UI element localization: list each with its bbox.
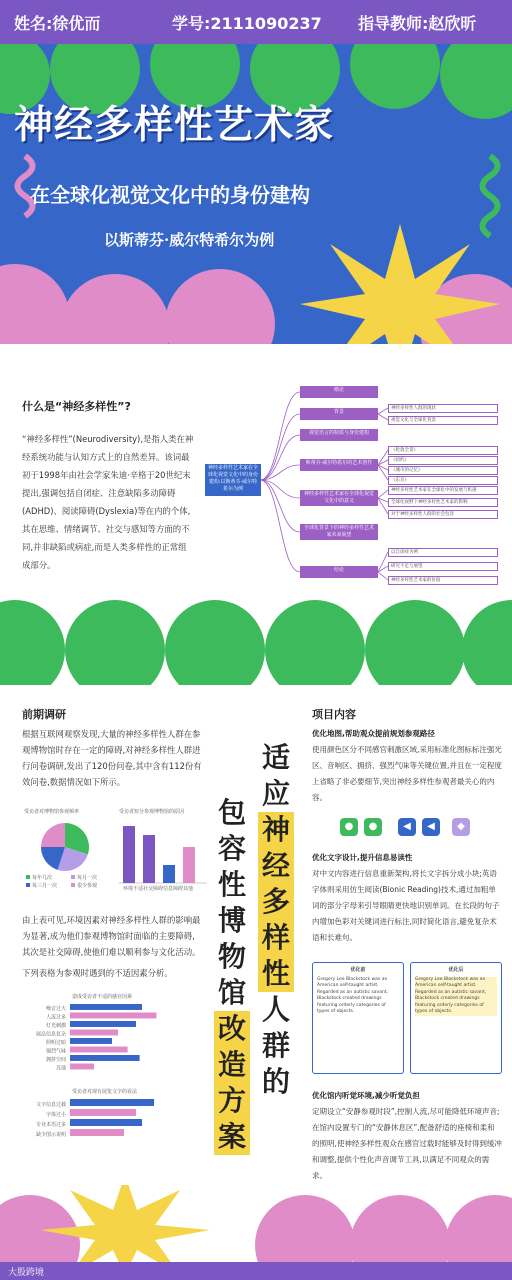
hbar-mark [70,1030,118,1036]
hero-banner [0,44,512,344]
vtitle1-char: 性 [217,868,246,901]
bar-mark [143,835,155,883]
mm-branch-meaning: 神经多样性艺术家在全球化视觉文化中的意义 [300,490,378,506]
pie-legend-swatch [71,883,75,887]
pie-legend-swatch [26,883,30,887]
subtitle: 在全球化视觉文化中的身份建构 [30,183,310,207]
after-card-en: Gregory Lee Blackstock was an American self-taught artist. Regarded as an autistic savant, Blackstock created drawings featuring orderly categories of types of objects. [415,977,497,1016]
vtitle1-char: 博 [217,904,246,937]
survey-conclusion: 由上表可见,环境因素对神经多样性人群的影响最为显著,成为他们参观博物馆时面临的主要障碍,其次是社交障碍,使他们难以顺利参与文化活动。 [22,915,201,957]
student-name: 姓名:徐优而 [14,14,101,33]
hbar-mark [70,1099,154,1106]
squiggle-decor-right [470,154,510,244]
hbar-label: 人流过多 [45,1014,66,1021]
hbar-mark [70,1064,94,1070]
pie-slice [41,823,65,847]
vtitle1-char: 改 [214,1011,250,1047]
bar-chart [115,805,210,895]
mm-branch-conclusion: 结论 [300,566,378,578]
vtitle1-char: 案 [214,1119,250,1155]
project-heading: 项目内容 [312,708,356,721]
project-s2-title: 优化文字设计,提升信息易读性 [312,853,413,862]
survey-heading: 前期调研 [22,708,66,721]
mm-leaf: 《城市的记忆》 [388,466,498,475]
after-card [410,962,502,1074]
mm-branch-background: 背景 [300,408,378,420]
mm-branch-intro: 绪论 [300,386,378,398]
bar-mark [183,847,195,883]
hbar2-title: 受访者对现有展览文字的看法 [72,1089,138,1095]
vertical-title-col1 [214,795,250,1155]
bar-mark [123,826,135,883]
hbar-label: 缺少图示说明 [35,1132,66,1138]
mm-leaf: 神经多样性人群的现状 [388,404,498,413]
bar-title: 受访者短分参观博物馆的原因 [119,809,185,815]
hbar-label: 强烈气味 [45,1048,66,1055]
intro-body: “神经多样性”(Neurodiversity),是指人类在神经系统功能与认知方式上的自然差异。该词最初于1998年由社会学家朱迪·辛格于20世纪末提出,强调包括自闭症、注意缺陷多动障碍(ADHD)、阅读障碍(Dyslexia)等在内的个体,其在思维、情绪调节、社交与感知等方面的不同,并非缺陷或病症,而是人类多样性的正常组成部分。 [22,434,194,570]
project-s2-body: 对中文内容进行信息重新架构,将长文字拆分成小块;英语字体则采用仿生阅读(Bionic Reading)技术,通过加粗单词的部分字母来引导眼睛更快地识别单词。在长段的句子内增加色彩对关键词进行标注,同时简化语言,避免复杂术语和长难句。 [312,869,500,942]
footer-bar [0,1262,512,1280]
mm-leaf: 对于神经多样性人群的社会包容 [388,510,498,519]
bottom-circle-band [0,1185,512,1262]
hbar-mark [70,1047,128,1053]
advisor-name: 指导教师:赵欣昕 [358,14,477,33]
vtitle2-char: 多 [258,884,294,920]
intro-heading: 什么是“神经多样性”? [22,400,131,413]
after-card-title: 优化后 [448,967,464,973]
crowd-icon: ● [340,818,358,836]
pie-title: 受访者对博物馆参观频率 [24,809,80,815]
pie-chart [20,805,115,895]
bar-mark [163,865,175,883]
hbar-label: 照明过暗 [45,1039,66,1046]
vertical-title-col2 [258,740,294,1100]
vtitle1-char: 包 [217,796,246,829]
hbar-label: 灯光刺激 [45,1022,66,1029]
vtitle2-char: 经 [258,848,294,884]
vtitle1-char: 方 [214,1083,250,1119]
before-card-title: 优化前 [350,967,366,973]
survey-body: 根据互联网观察发现,大量的神经多样性人群在参观博物馆时存在一定的障碍,对神经多样性人群进行问卷调研,发出了120份问卷,其中含有112份有效问卷,数据情况如下所示。 [22,729,202,787]
main-title: 神经多样性艺术家 [14,102,335,148]
vtitle2-char: 性 [258,956,294,992]
before-card [312,962,404,1074]
bar-tick-label: 社交障碍 [143,886,164,892]
vtitle2-char: 的 [261,1065,290,1098]
mm-branch-future: 全球化背景下的神经多样性艺术家未来展望 [300,524,378,540]
hbar-label: 字体过小 [45,1112,66,1118]
mind-map [200,380,506,595]
pie-legend-label: 每年几次 [32,875,53,881]
pie-legend-label: 每月一次 [77,875,98,881]
survey-table-intro: 下列表格为参观时遇到的不适因素分析。 [22,968,173,978]
map-icon-row [312,818,502,840]
pie-legend-swatch [71,875,75,879]
header-bar [0,0,512,44]
project-s1-body: 使用颜色区分不同感官刺激区域,采用标准化图标标注强光区、音响区、拥挤、强烈气味等关键位置,并且在一定程度上省略了非必要细节,突出神经多样性参观者最关心的内容。 [312,745,502,802]
before-card-en: Gregory Lee Blackstock was an American self-taught artist. Regarded as an autistic savant, Blackstock created drawings featuring orderly categories of types of objects. [317,976,389,1014]
hbar-mark [70,1055,140,1061]
project-s3-body: 定期设立“安静参观时段”,控制人流,尽可能降低环境声音;在馆内设置专门的“安静休息区”,配备舒适的座椅和柔和的照明,使神经多样性观众在感官过载时能够及时得到缓冲和调整,提供个性化声音调节工具,以满足不同观众的需求。 [312,1107,502,1180]
project-s1-title: 优化地图,帮助观众提前规划参观路径 [312,729,435,738]
project-s3-title: 优化馆内听觉环境,减少听觉负担 [312,1091,420,1100]
mm-leaf: 神经多样性艺术家在全球化中的发展与机遇 [388,486,498,495]
mm-leaf: 《伦敦全景》 [388,446,498,455]
pie-legend-swatch [26,875,30,879]
mind-map-root: 神经多样性艺术家在全球化视觉文化中的身份建构:以斯蒂芬·威尔特希尔为例 [205,464,261,496]
hbar-mark [70,1021,136,1027]
smell-icon: ◆ [452,818,470,836]
footer-watermark: 大股跨境 [8,1268,45,1278]
mm-branch-works: 斯蒂芬·威尔特希尔的艺术创作 [300,459,378,471]
bar-tick-label: 其他 [183,886,194,892]
vtitle2-char: 样 [258,920,294,956]
hbar-mark [70,1013,156,1019]
hbar-mark [70,1119,142,1126]
hbar-label: 拥挤空间 [45,1056,66,1063]
pie-legend-label: 很少参观 [77,883,98,889]
mm-leaf: 《东京》 [388,476,498,485]
text-opinion-chart [22,1085,202,1145]
mm-leaf: 全球化视野下神经多样性艺术家的影响 [388,498,498,507]
mm-leaf: 《纽约》 [388,456,498,465]
sensory-factors-chart [22,990,202,1075]
bar-tick-label: 环境不适 [123,886,144,892]
vtitle1-char: 容 [217,832,246,865]
hbar-mark [70,1109,136,1116]
pie-legend-label: 每三月一次 [32,883,58,889]
hbar-label: 其他 [55,1065,66,1072]
mm-leaf: 以自闭症为例 [388,548,498,557]
vtitle2-char: 应 [261,777,290,810]
vtitle1-char: 物 [217,940,246,973]
hbar-label: 展品信息复杂 [35,1031,66,1038]
sound-icon: ◀ [398,818,416,836]
vtitle1-char: 馆 [217,976,246,1009]
hbar-mark [70,1038,112,1044]
mm-leaf: 视觉文化与全球化背景 [388,416,498,425]
hbar-label: 噪音过大 [45,1005,66,1012]
hbar-mark [70,1129,124,1136]
vtitle2-char: 适 [261,741,290,774]
speaker-icon: ◀ [422,818,440,836]
vtitle2-char: 神 [258,812,294,848]
vtitle2-char: 群 [261,1029,290,1062]
circle-band [0,595,512,685]
vtitle2-char: 人 [261,993,290,1026]
hbar1-title: 造成受访者不适的感官因素 [72,994,133,1000]
mm-leaf: 神经多样性艺术家的价值 [388,576,498,585]
bottom-starburst [40,1185,210,1262]
hbar-label: 专业术语过多 [35,1122,66,1128]
hbar-label: 文字信息过载 [35,1102,66,1108]
mm-leaf: 研究不足与展望 [388,562,498,571]
student-id: 学号:2111090237 [172,14,322,33]
mm-branch-visual: 视觉语言的特质与身份建构 [300,429,378,441]
bar-tick-label: 信息障碍 [163,886,184,892]
subtitle-case: 以斯蒂芬·威尔特希尔为例 [104,231,275,249]
vtitle1-char: 造 [214,1047,250,1083]
people-icon: ● [364,818,382,836]
hbar-mark [70,1004,142,1010]
